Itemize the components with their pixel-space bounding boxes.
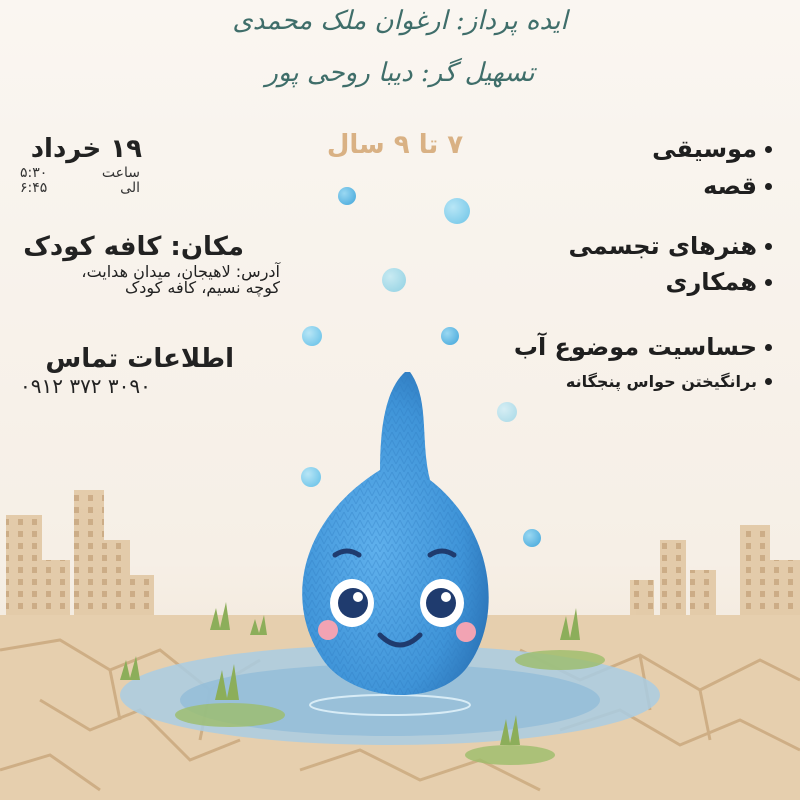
feature-item (566, 372, 772, 391)
feature-label: همکاری (665, 268, 757, 296)
droplet-icon (497, 402, 517, 422)
feature-item (514, 333, 772, 361)
feature-label: حساسیت موضوع آب (513, 333, 757, 361)
feature-item (652, 135, 772, 163)
age-range: ۷ تا ۹ سال (326, 130, 464, 160)
bullet-icon (765, 378, 772, 385)
event-date: ۱۹ خرداد (30, 134, 142, 164)
facilitator-credit: تسهیل گر: دیبا روحی پور (265, 58, 535, 88)
bullet-icon (765, 344, 772, 351)
droplet-icon (523, 529, 541, 547)
time-label: ساعت (101, 165, 140, 181)
time-start: ۵:۳۰ (20, 165, 48, 181)
feature-item (665, 268, 772, 296)
bullet-icon (765, 183, 772, 190)
feature-item (703, 172, 772, 200)
city-left (6, 490, 154, 625)
idea-credit: ایده پرداز: ارغوان ملک محمدی (232, 6, 568, 36)
time-end: ۶:۴۵ (20, 180, 48, 196)
time-to-label: الی (120, 180, 140, 196)
droplet-icon (382, 268, 406, 292)
droplet-icon (302, 326, 322, 346)
place-title: مکان: کافه کودک (23, 232, 244, 262)
droplet-icon (301, 467, 321, 487)
feature-label: هنرهای تجسمی (568, 232, 757, 260)
bullet-icon (765, 279, 772, 286)
feature-item (569, 232, 772, 260)
address-line-2: کوچه نسیم، کافه کودک (124, 278, 280, 297)
address (20, 264, 280, 296)
address-line-1: آدرس: لاهیجان، میدان هدایت، (81, 262, 280, 281)
feature-label: موسیقی (652, 135, 757, 163)
bullet-icon (765, 243, 772, 250)
feature-label: قصه (703, 172, 757, 200)
contact-title: اطلاعات تماس (45, 344, 234, 374)
feature-label: برانگیختن حواس پنجگانه (565, 372, 757, 391)
droplet-icon (441, 327, 459, 345)
city-right (630, 525, 800, 625)
droplet-icon (444, 198, 470, 224)
water-drop-character (302, 372, 488, 695)
phone-number: ۰۹۱۲ ۳۷۲ ۳۰۹۰ (20, 374, 151, 398)
event-time (20, 166, 140, 196)
droplet-icon (338, 187, 356, 205)
bullet-icon (765, 146, 772, 153)
